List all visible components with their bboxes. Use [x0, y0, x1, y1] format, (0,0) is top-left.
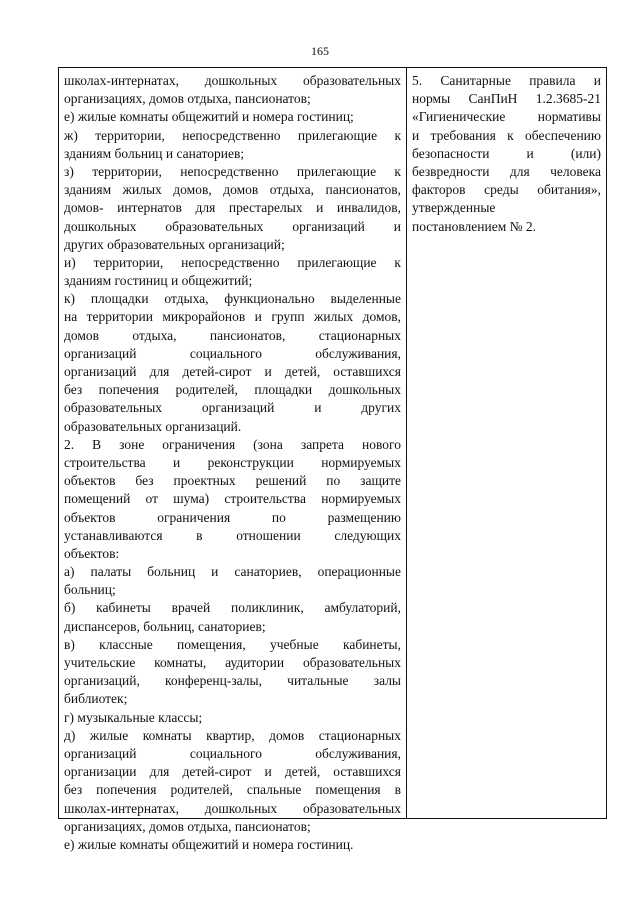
left-column-text-line: в) классные помещения, учебные кабинеты,: [64, 636, 401, 652]
left-column-text-line: школах-интернатах, дошкольных образовательных: [64, 73, 401, 88]
left-column-text-line: домов- интернатов для престарелых и инвалидов,: [64, 200, 401, 216]
left-column-text-line: дошкольных образовательных организаций и: [64, 218, 401, 234]
right-column-text-line: постановлением № 2.: [412, 218, 536, 234]
left-column-text-line: зданиям гостиниц и общежитий;: [64, 273, 253, 289]
left-column-text-line: к) площадки отдыха, функционально выделенные: [64, 291, 401, 307]
table-left-column: [59, 68, 407, 852]
left-column-text-line: строительства и реконструкции нормируемых: [64, 454, 401, 470]
left-column-text-line: без попечения родителей, площадки дошкольных: [64, 382, 401, 398]
left-column-text-line: без попечения родителей, спальные помещения в: [64, 782, 401, 798]
left-column-text-line: устанавливаются в отношении следующих: [64, 527, 401, 543]
left-column-text-line: и) территории, непосредственно прилегающие к: [64, 254, 401, 270]
left-column-text-line: организаций, конференц-залы, читальные залы: [64, 673, 401, 689]
left-column-text-line: на территории микрорайонов и групп жилых домов,: [64, 309, 401, 325]
right-column-text-line: утвержденные: [412, 200, 496, 216]
left-column-text-line: организаций для детей-сирот и детей, оставшихся: [64, 364, 401, 379]
left-column-text-line: зданиям жилых домов, домов отдыха, пансионатов,: [64, 182, 401, 198]
right-column-text-line: безвредности для человека: [412, 163, 601, 179]
left-column-text-line: е) жилые комнаты общежитий и номера гостиниц;: [64, 109, 354, 125]
left-column-text-line: учительские комнаты, аудитории образовательных: [64, 655, 401, 670]
right-column-text-line: «Гигиенические нормативы: [412, 109, 601, 125]
left-column-text-line: ж) территории, непосредственно прилегающие к: [64, 127, 401, 143]
left-column-text-line: организаций социального обслуживания,: [64, 345, 401, 361]
left-column-text-line: объектов ограничения по размещению: [64, 509, 401, 525]
left-column-text-line: других образовательных организаций;: [64, 236, 285, 252]
left-column-text-line: организациях, домов отдыха, пансионатов;: [64, 818, 311, 834]
right-column-text-line: факторов среды обитания»,: [412, 182, 601, 198]
left-column-text-line: е) жилые комнаты общежитий и номера гостиниц.: [64, 836, 354, 852]
left-column-text-line: з) территории, непосредственно прилегающие к: [64, 163, 401, 179]
left-column-text-line: организациях, домов отдыха, пансионатов;: [64, 91, 311, 107]
page-number: 165: [311, 44, 329, 58]
right-column-text-line: 5. Санитарные правила и: [412, 73, 601, 88]
left-column-text-line: объектов без проектных решений по защите: [64, 473, 401, 489]
left-column-text-line: организаций социального обслуживания,: [64, 745, 401, 761]
left-column-text-line: помещений от шума) строительства нормируемых: [64, 491, 401, 507]
left-column-text-line: 2. В зоне ограничения (зона запрета нового: [64, 436, 401, 452]
table-right-column: [407, 68, 606, 818]
left-column-text-line: д) жилые комнаты квартир, домов стационарных: [64, 727, 401, 743]
left-column-text-line: образовательных организаций.: [64, 418, 242, 434]
left-column-text-line: г) музыкальные классы;: [64, 709, 203, 725]
left-column-text-line: организации для детей-сирот и детей, оставшихся: [64, 764, 401, 780]
left-column-text-line: б) кабинеты врачей поликлиник, амбулаторий,: [64, 600, 401, 616]
left-column-text-line: образовательных организаций и других: [64, 400, 401, 416]
left-column-text-line: домов отдыха, пансионатов, стационарных: [64, 327, 401, 343]
right-column-text-line: нормы СанПиН 1.2.3685-21: [412, 91, 601, 107]
left-column-text-line: школах-интернатах, дошкольных образовательных: [64, 800, 401, 816]
document-table: [58, 67, 607, 852]
left-column-text-line: библиотек;: [64, 691, 128, 707]
left-column-text-line: больниц;: [64, 582, 116, 598]
left-column-text-line: объектов:: [64, 545, 120, 561]
right-column-text-line: и требования к обеспечению: [412, 127, 601, 143]
left-column-text-line: зданиям больниц и санаториев;: [64, 145, 245, 161]
left-column-text-line: а) палаты больниц и санаториев, операционные: [64, 564, 401, 580]
left-column-text-line: диспансеров, больниц, санаториев;: [64, 618, 266, 634]
right-column-text-line: безопасности и (или): [412, 145, 601, 161]
